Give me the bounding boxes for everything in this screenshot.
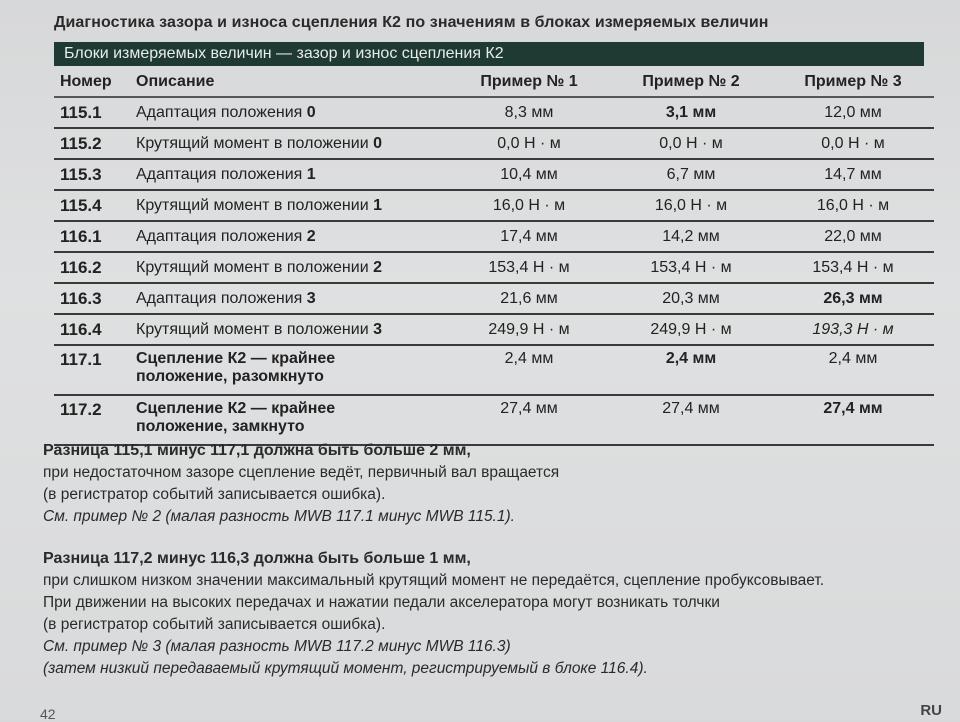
note-1-heading: Разница 115,1 минус 117,1 должна быть больше 2 мм, — [43, 442, 471, 459]
value-example-2: 16,0 Н · м — [610, 190, 772, 221]
document-title: Диагностика зазора и износа сцепления К2 по значениям в блоках измеряемых величин — [54, 14, 769, 31]
header-example-3: Пример № 3 — [772, 68, 934, 97]
value-example-2: 27,4 мм — [610, 395, 772, 445]
table-row — [54, 283, 934, 314]
table-row — [54, 345, 934, 395]
value-example-3: 153,4 Н · м — [772, 252, 934, 283]
table-header-row — [54, 68, 934, 97]
note-2-example: См. пример № 3 (малая разность MWB 117.2 минус MWB 116.3) — [43, 638, 511, 655]
value-example-2: 249,9 Н · м — [610, 314, 772, 345]
row-number: 115.4 — [54, 190, 130, 221]
note-1-line: (в регистратор событий записывается ошибка). — [43, 486, 386, 503]
value-example-3: 12,0 мм — [772, 97, 934, 128]
row-number: 117.1 — [54, 345, 130, 395]
value-example-3: 16,0 Н · м — [772, 190, 934, 221]
header-example-1: Пример № 1 — [448, 68, 610, 97]
row-number: 117.2 — [54, 395, 130, 445]
row-description: Крутящий момент в положении 3 — [130, 314, 448, 345]
value-example-3: 22,0 мм — [772, 221, 934, 252]
language-marker: RU — [920, 702, 942, 719]
row-description: Адаптация положения 1 — [130, 159, 448, 190]
row-description: Адаптация положения 3 — [130, 283, 448, 314]
table-row — [54, 221, 934, 252]
value-example-1: 8,3 мм — [448, 97, 610, 128]
row-description: Крутящий момент в положении 0 — [130, 128, 448, 159]
note-2-example: (затем низкий передаваемый крутящий момент, регистрируемый в блоке 116.4). — [43, 660, 648, 677]
note-1-example: См. пример № 2 (малая разность MWB 117.1 минус MWB 115.1). — [43, 508, 515, 525]
row-description: Сцепление К2 — крайнее положение, замкнуто — [130, 395, 448, 445]
value-example-2: 20,3 мм — [610, 283, 772, 314]
row-number: 116.2 — [54, 252, 130, 283]
note-2-line: (в регистратор событий записывается ошибка). — [43, 616, 386, 633]
table-row — [54, 128, 934, 159]
measurement-table — [54, 68, 934, 446]
table-caption-band: Блоки измеряемых величин — зазор и износ сцепления К2 — [54, 42, 924, 66]
table-row — [54, 395, 934, 445]
value-example-3: 26,3 мм — [772, 283, 934, 314]
value-example-3: 27,4 мм — [772, 395, 934, 445]
value-example-2: 0,0 Н · м — [610, 128, 772, 159]
row-number: 116.1 — [54, 221, 130, 252]
value-example-1: 2,4 мм — [448, 345, 610, 395]
note-1-line: при недостаточном зазоре сцепление ведёт, первичный вал вращается — [43, 464, 560, 481]
header-description: Описание — [130, 68, 448, 97]
table-row — [54, 159, 934, 190]
row-number: 115.1 — [54, 97, 130, 128]
value-example-3: 2,4 мм — [772, 345, 934, 395]
value-example-1: 27,4 мм — [448, 395, 610, 445]
table-row — [54, 190, 934, 221]
value-example-3: 193,3 Н · м — [772, 314, 934, 345]
note-2-line: При движении на высоких передачах и нажатии педали акселератора могут возникать толчки — [43, 594, 720, 611]
value-example-3: 0,0 Н · м — [772, 128, 934, 159]
row-description: Крутящий момент в положении 2 — [130, 252, 448, 283]
value-example-2: 153,4 Н · м — [610, 252, 772, 283]
page-number: 42 — [40, 706, 56, 722]
value-example-2: 6,7 мм — [610, 159, 772, 190]
table-row — [54, 252, 934, 283]
header-number: Номер — [54, 68, 130, 97]
table-row — [54, 314, 934, 345]
value-example-2: 14,2 мм — [610, 221, 772, 252]
table-row — [54, 97, 934, 128]
row-description: Адаптация положения 2 — [130, 221, 448, 252]
row-number: 116.4 — [54, 314, 130, 345]
row-number: 115.3 — [54, 159, 130, 190]
value-example-1: 16,0 Н · м — [448, 190, 610, 221]
value-example-2: 2,4 мм — [610, 345, 772, 395]
value-example-1: 21,6 мм — [448, 283, 610, 314]
row-description: Сцепление К2 — крайнее положение, разомкнуто — [130, 345, 448, 395]
value-example-1: 249,9 Н · м — [448, 314, 610, 345]
value-example-1: 17,4 мм — [448, 221, 610, 252]
row-description: Крутящий момент в положении 1 — [130, 190, 448, 221]
note-2-line: при слишком низком значении максимальный крутящий момент не передаётся, сцепление пробуксовывает. — [43, 572, 825, 589]
row-number: 115.2 — [54, 128, 130, 159]
value-example-1: 153,4 Н · м — [448, 252, 610, 283]
note-2-heading: Разница 117,2 минус 116,3 должна быть больше 1 мм, — [43, 550, 471, 567]
row-number: 116.3 — [54, 283, 130, 314]
value-example-1: 10,4 мм — [448, 159, 610, 190]
header-example-2: Пример № 2 — [610, 68, 772, 97]
row-description: Адаптация положения 0 — [130, 97, 448, 128]
value-example-3: 14,7 мм — [772, 159, 934, 190]
value-example-1: 0,0 Н · м — [448, 128, 610, 159]
notes-section — [43, 440, 943, 680]
value-example-2: 3,1 мм — [610, 97, 772, 128]
